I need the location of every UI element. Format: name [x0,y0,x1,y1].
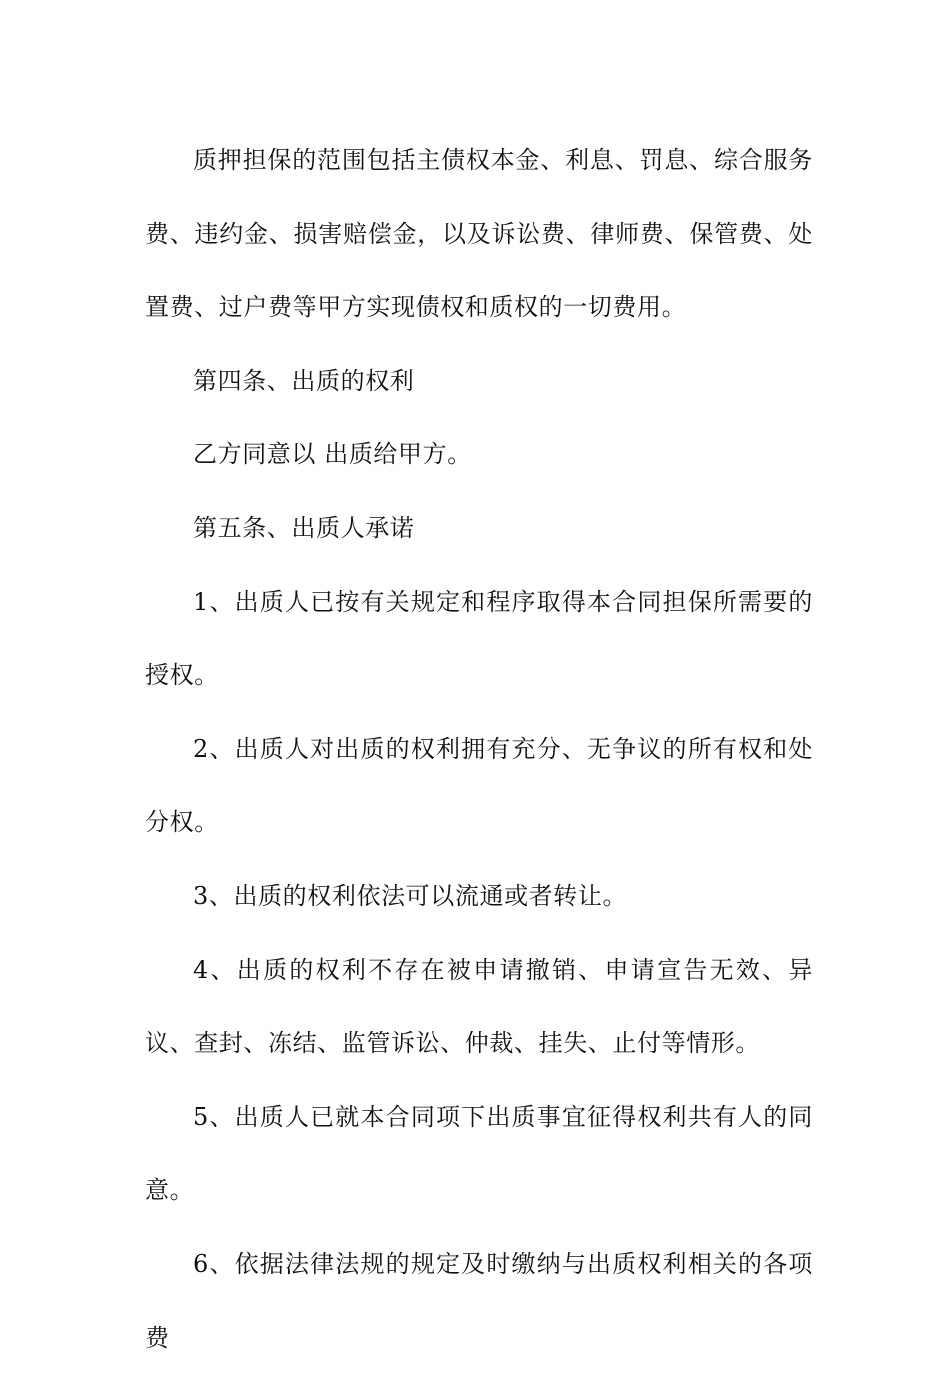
promise-item-6: 6、依据法律法规的规定及时缴纳与出质权利相关的各项费 [145,1249,813,1352]
document-body [145,124,813,1375]
promise-item-3: 3、出质的权利依法可以流通或者转让。 [193,881,628,910]
promise-item-1: 1、出质人已按有关规定和程序取得本合同担保所需要的授权。 [145,587,813,690]
article-five-heading: 第五条、出质人承诺 [193,513,415,542]
article-four-heading: 第四条、出质的权利 [193,366,415,395]
paragraph-pledge-scope: 质押担保的范围包括主债权本金、利息、罚息、综合服务费、违约金、损害赔偿金，以及诉讼费、律师费、保管费、处置费、过户费等甲方实现债权和质权的一切费用。 [145,146,813,322]
promise-item-5: 5、出质人已就本合同项下出质事宜征得权利共有人的同意。 [145,1102,813,1205]
promise-item-2: 2、出质人对出质的权利拥有充分、无争议的所有权和处分权。 [145,734,813,837]
paragraph-pledge-consent: 乙方同意以 出质给甲方。 [193,440,472,469]
promise-item-4: 4、出质的权利不存在被申请撤销、申请宣告无效、异议、查封、冻结、监管诉讼、仲裁、挂失、止付等情形。 [145,955,813,1058]
